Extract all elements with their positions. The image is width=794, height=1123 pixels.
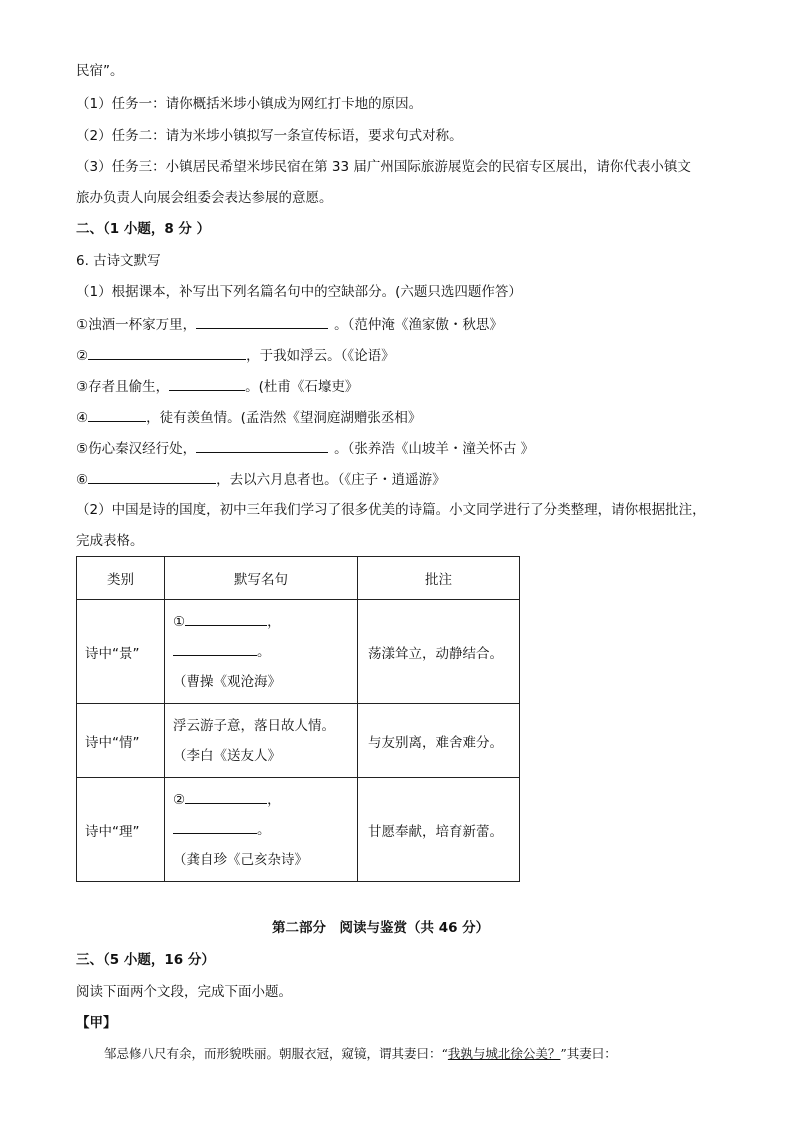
- poem-classification-table: [76, 556, 520, 882]
- quote-source: （李白《送友人》: [173, 747, 281, 764]
- quote-marker: ②: [173, 791, 186, 808]
- quote-line: [165, 815, 357, 845]
- header-note: 批注: [358, 557, 520, 600]
- row-category: 诗中“景”: [77, 600, 165, 704]
- fill-item-5-pre: ⑤伤心秦汉经行处，: [76, 441, 197, 457]
- quote-end: 。: [257, 643, 271, 660]
- answer-blank[interactable]: [196, 314, 328, 329]
- fill-item-5-post: 。（张养浩《山坡羊・潼关怀古 》: [334, 441, 535, 457]
- task-3: （3）任务三：小镇居民希望米埗民宿在第 33 届广州国际旅游展览会的民宿专区展出，请你代表小镇文: [76, 159, 691, 175]
- answer-blank[interactable]: [88, 407, 146, 422]
- answer-blank[interactable]: [88, 345, 246, 360]
- fill-item-2-post: ，于我如浮云。（《论语》: [246, 348, 395, 364]
- reading-instruction: 阅读下面两个文段，完成下面小题。: [76, 984, 292, 1000]
- answer-blank[interactable]: [185, 611, 267, 626]
- task-1: （1）任务一：请你概括米埗小镇成为网红打卡地的原因。: [76, 96, 423, 112]
- fill-item-6-post: ，去以六月息者也。（《庄子・逍遥游》: [216, 472, 446, 488]
- quote-source: （曹操《观沧海》: [173, 673, 281, 690]
- fill-item-3-post: 。(杜甫《石壕吏》: [245, 379, 359, 395]
- row-quote-cell: [165, 704, 358, 778]
- row-category: 诗中“理”: [77, 778, 165, 882]
- row-quote-cell: [165, 600, 358, 704]
- q6-part2-instruction-cont: 完成表格。: [76, 533, 144, 549]
- row-category: 诗中“情”: [77, 704, 165, 778]
- row-note: 荡漾耸立，动静结合。: [358, 600, 520, 704]
- fill-item-4-pre: ④: [76, 410, 89, 426]
- quote-source: （龚自珍《己亥杂诗》: [173, 851, 308, 868]
- fill-item-2-pre: ②: [76, 348, 89, 364]
- fill-item-6: [76, 469, 446, 489]
- row-note: 甘愿奉献，培育新蕾。: [358, 778, 520, 882]
- fill-item-4-post: ，徒有羡鱼情。(孟浩然《望洞庭湖赠张丞相》: [146, 410, 422, 426]
- answer-blank[interactable]: [185, 789, 267, 804]
- table-header-row: [77, 557, 520, 600]
- answer-blank[interactable]: [169, 376, 245, 391]
- fill-item-4: [76, 407, 421, 427]
- passage-jia-label: 【甲】: [76, 1015, 117, 1031]
- passage-text-end: ”其妻曰：: [560, 1046, 617, 1061]
- classical-passage-line: [104, 1045, 617, 1063]
- section-2-heading: 二、（1 小题，8 分 ）: [76, 221, 211, 237]
- q6-part2-instruction: （2）中国是诗的国度，初中三年我们学习了很多优美的诗篇。小文同学进行了分类整理，请你根据批注，: [76, 502, 706, 518]
- header-category: 类别: [77, 557, 165, 600]
- task-2: （2）任务二：请为米埗小镇拟写一条宣传标语，要求句式对称。: [76, 128, 463, 144]
- fill-item-5: [76, 438, 534, 458]
- section-3-heading: 三、（5 小题，16 分）: [76, 952, 215, 968]
- header-quote: 默写名句: [165, 557, 358, 600]
- q6-part1-instruction: （1）根据课本，补写出下列名篇名句中的空缺部分。(六题只选四题作答）: [76, 284, 522, 300]
- passage-text: 邹忌修八尺有余，而形貌昳丽。朝服衣冠，窥镜，谓其妻曰：“: [104, 1046, 448, 1061]
- row-note: 与友别离，难舍难分。: [358, 704, 520, 778]
- fill-item-1-post: 。（范仲淹《渔家傲・秋思》: [334, 317, 503, 333]
- intro-tail: 民宿”。: [76, 63, 124, 79]
- task-3-cont: 旅办负责人向展会组委会表达参展的意愿。: [76, 190, 333, 206]
- fill-item-3: [76, 376, 358, 396]
- fill-item-6-pre: ⑥: [76, 472, 89, 488]
- fill-item-3-pre: ③存者且偷生，: [76, 379, 170, 395]
- answer-blank[interactable]: [173, 641, 257, 656]
- table-row: [77, 600, 520, 704]
- quote-line: [165, 637, 357, 667]
- answer-blank[interactable]: [88, 469, 216, 484]
- q6-title: 6. 古诗文默写: [76, 253, 161, 269]
- table-row: [77, 704, 520, 778]
- fill-item-1: [76, 314, 503, 334]
- answer-blank[interactable]: [196, 438, 328, 453]
- answer-blank[interactable]: [173, 819, 257, 834]
- fill-item-2: [76, 345, 395, 365]
- fill-item-1-pre: ①浊酒一杯家万里，: [76, 317, 197, 333]
- part-2-heading: 第二部分 阅读与鉴赏（共 46 分）: [272, 920, 490, 936]
- quote-end: 。: [257, 821, 271, 838]
- quote-marker: ①: [173, 613, 186, 630]
- quote-line: ① ，: [165, 607, 357, 637]
- row-quote-cell: [165, 778, 358, 882]
- passage-quote-underlined: 我孰与城北徐公美？: [447, 1046, 561, 1061]
- quote-line: ② ，: [165, 785, 357, 815]
- table-row: [77, 778, 520, 882]
- quote-line: 浮云游子意，落日故人情。: [173, 717, 335, 734]
